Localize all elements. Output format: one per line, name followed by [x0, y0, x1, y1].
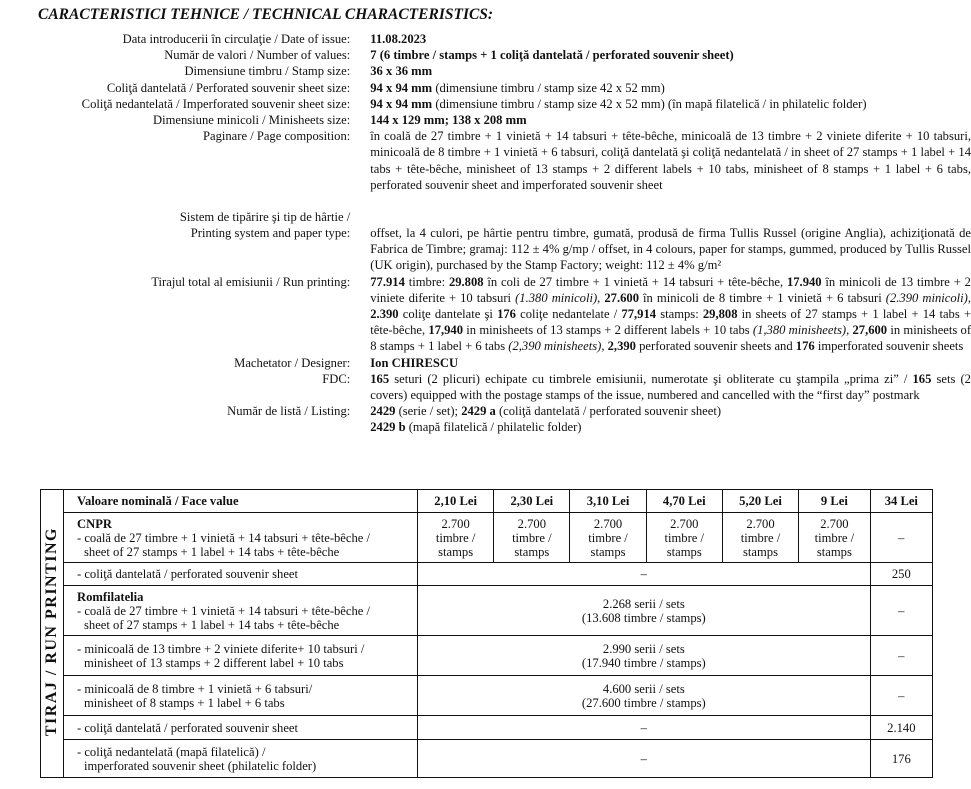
value-header: 34 Lei — [870, 490, 932, 513]
spec-run-printing — [0, 274, 971, 355]
table-row-cnpr-perforated — [41, 563, 933, 586]
value-header: 9 Lei — [799, 490, 871, 513]
quantity-cell: – — [870, 513, 932, 563]
row-description: CNPR - coală de 27 timbre + 1 vinietă + 14 tabsuri + tête-bêche / sheet of 27 stamps + 1 label + 14 tabs + tête-bêche — [64, 513, 418, 563]
spec-value: în coală de 27 timbre + 1 vinietă + 14 tabsuri + tête-bêche, minicoală de 13 timbre + 2 viniete diferite + 10 tabsuri, minicoală de 8 timbre + 1 vinietă + 6 tabsuri, coliţă dantelată şi coliţă nedantelată / in sheet of 27 stamps + 1 label + 14 tabs + tête-bêche, minisheet of 13 stamps + 2 different labels + 10 tabs, minisheet of 8 stamps + 1 label + 6 tabs, perforated souvenir sheet and imperforated souvenir sheet — [370, 129, 971, 192]
quantity-cell: 2.268 serii / sets (13.608 timbre / stamps) — [418, 586, 871, 636]
table-header-row — [41, 490, 933, 513]
table-row-romfilatelia-minisheet-8 — [41, 676, 933, 716]
spec-label: FDC: — [322, 371, 351, 386]
spec-issue-date — [0, 31, 971, 47]
spec-label: Paginare / Page composition: — [202, 129, 351, 144]
quantity-cell: 2.700 timbre / stamps — [799, 513, 871, 563]
spec-label: Dimensiune minicoli / Minisheets size: — [152, 113, 351, 128]
spec-label: Număr de valori / Number of values: — [164, 48, 351, 63]
table-row-romfilatelia-sheet — [41, 586, 933, 636]
quantity-cell: 2.700 timbre / stamps — [570, 513, 646, 563]
quantity-cell: 2.700 timbre / stamps — [722, 513, 798, 563]
spec-label: Coliţă dantelată / Perforated souvenir sheet size: — [106, 80, 351, 95]
value-header: 5,20 Lei — [722, 490, 798, 513]
spec-minisheet-size — [0, 112, 971, 128]
vertical-label-cell — [41, 490, 64, 778]
table-row-cnpr-sheet — [41, 513, 933, 563]
spec-value: 94 x 94 mm (dimensiune timbru / stamp size 42 x 52 mm) (în mapă filatelică / in philatelic folder) — [370, 96, 867, 111]
table-row-romfilatelia-minisheet-13 — [41, 636, 933, 676]
spec-designer — [0, 355, 971, 371]
row-description: - coliţă dantelată / perforated souvenir sheet — [64, 563, 418, 586]
row-description: - coliţă dantelată / perforated souvenir sheet — [64, 716, 418, 740]
spec-value: 11.08.2023 — [370, 32, 427, 46]
quantity-cell: 2.140 — [870, 716, 932, 740]
value-header: 3,10 Lei — [570, 490, 646, 513]
spec-value: 36 x 36 mm — [370, 64, 433, 79]
quantity-cell: – — [418, 563, 871, 586]
spec-label: Număr de listă / Listing: — [227, 404, 351, 419]
spec-label: Dimensiune timbru / Stamp size: — [184, 64, 351, 79]
spec-value: offset, la 4 culori, pe hârtie pentru timbre, gumată, produsă de firma Tullis Russel (origine Anglia), achiziţionată de Fabrica de Timbre; gramaj: 112 ± 4% g/mp / offset, in 4 colours, paper for stamps, gummed, produced by Tullis Russel (UK origin), purchased by the Stamp Factory; weight: 112 ± 4% g/m² — [370, 226, 971, 273]
technical-characteristics — [0, 31, 971, 436]
page-heading: CARACTERISTICI TEHNICE / TECHNICAL CHARACTERISTICS: — [38, 6, 494, 23]
table-row-romfilatelia-imperforated — [41, 740, 933, 778]
spec-label: Coliţă nedantelată / Imperforated souvenir sheet size: — [81, 96, 351, 111]
table-row-romfilatelia-perforated — [41, 716, 933, 740]
quantity-cell: 250 — [870, 563, 932, 586]
spec-imperforated-sheet-size — [0, 96, 971, 112]
spec-printing-system — [0, 193, 971, 274]
vertical-label: TIRAJ / RUN PRINTING — [43, 527, 60, 737]
spec-label: Machetator / Designer: — [234, 355, 351, 370]
spec-label: Sistem de tipărire şi tip de hârtie / Printing system and paper type: — [179, 210, 351, 241]
spec-fdc — [0, 371, 971, 403]
quantity-cell: 176 — [870, 740, 932, 778]
spec-number-of-values — [0, 47, 971, 63]
quantity-cell: – — [870, 586, 932, 636]
spec-value: 144 x 129 mm; 138 x 208 mm — [370, 113, 527, 128]
value-header: 2,30 Lei — [494, 490, 570, 513]
run-printing-table — [40, 489, 933, 778]
row-description: - minicoală de 8 timbre + 1 vinietă + 6 tabsuri/ minisheet of 8 stamps + 1 label + 6 tabs — [64, 676, 418, 716]
quantity-cell: – — [870, 636, 932, 676]
spec-value: 165 seturi (2 plicuri) echipate cu timbrele emisiunii, numerotate şi obliterate cu ştampila „prima zi” / 165 sets (2 covers) equipped with the postage stamps of the issue, numbered and cancelled with the “first day” postmark — [370, 371, 971, 403]
spec-page-composition — [0, 128, 971, 193]
spec-listing — [0, 403, 971, 435]
face-value-header: Valoare nominală / Face value — [64, 490, 418, 513]
row-description: - minicoală de 13 timbre + 2 viniete diferite+ 10 tabsuri / minisheet of 13 stamps + 2 different label + 10 tabs — [64, 636, 418, 676]
value-header: 4,70 Lei — [646, 490, 722, 513]
spec-value: 2429 (serie / set); 2429 a (coliţă dantelată / perforated souvenir sheet) 2429 b (mapă filatelică / philatelic folder) — [370, 404, 722, 435]
quantity-cell: – — [870, 676, 932, 716]
row-description: Romfilatelia - coală de 27 timbre + 1 vinietă + 14 tabsuri + tête-bêche / sheet of 27 stamps + 1 label + 14 tabs + tête-bêche — [64, 586, 418, 636]
spec-perforated-sheet-size — [0, 80, 971, 96]
value-header: 2,10 Lei — [418, 490, 494, 513]
spec-value: Ion CHIRESCU — [370, 355, 459, 370]
quantity-cell: 2.700 timbre / stamps — [646, 513, 722, 563]
row-description: - coliţă nedantelată (mapă filatelică) / imperforated souvenir sheet (philatelic folder) — [64, 740, 418, 778]
spec-label: Tirajul total al emisiunii / Run printing: — [151, 274, 351, 289]
spec-value: 7 (6 timbre / stamps + 1 coliţă dantelată / perforated souvenir sheet) — [370, 48, 734, 63]
spec-value: 94 x 94 mm (dimensiune timbru / stamp size 42 x 52 mm) — [370, 80, 665, 95]
spec-stamp-size — [0, 63, 971, 79]
spec-label: Data introducerii în circulaţie / Date of issue: — [122, 32, 351, 46]
quantity-cell: 2.990 serii / sets (17.940 timbre / stamps) — [418, 636, 871, 676]
quantity-cell: – — [418, 716, 871, 740]
quantity-cell: 2.700 timbre / stamps — [494, 513, 570, 563]
quantity-cell: – — [418, 740, 871, 778]
spec-value: 77.914 timbre: 29.808 în coli de 27 timbre + 1 vinietă + 14 tabsuri + tête-bêche, 17.940 în minicoli de 13 timbre + 2 viniete diferite + 10 tabsuri (1.380 minicoli), 27.600 în minicoli de 8 timbre + 1 vinietă + 6 tabsuri (2.390 minicoli), 2.390 coliţe dantelate şi 176 coliţe nedantelate / 77,914 stamps: 29,808 in sheets of 27 stamps + 1 label + 14 tabs + tête-bêche, 17,940 in minisheets of 13 stamps + 2 different labels + 10 tabs (1,380 minisheets), 27,600 in minisheets of 8 stamps + 1 label + 6 tabs (2,390 minisheets), 2,390 perforated souvenir sheets and 176 imperforated souvenir sheets — [370, 274, 971, 354]
quantity-cell: 4.600 serii / sets (27.600 timbre / stamps) — [418, 676, 871, 716]
quantity-cell: 2.700 timbre / stamps — [418, 513, 494, 563]
